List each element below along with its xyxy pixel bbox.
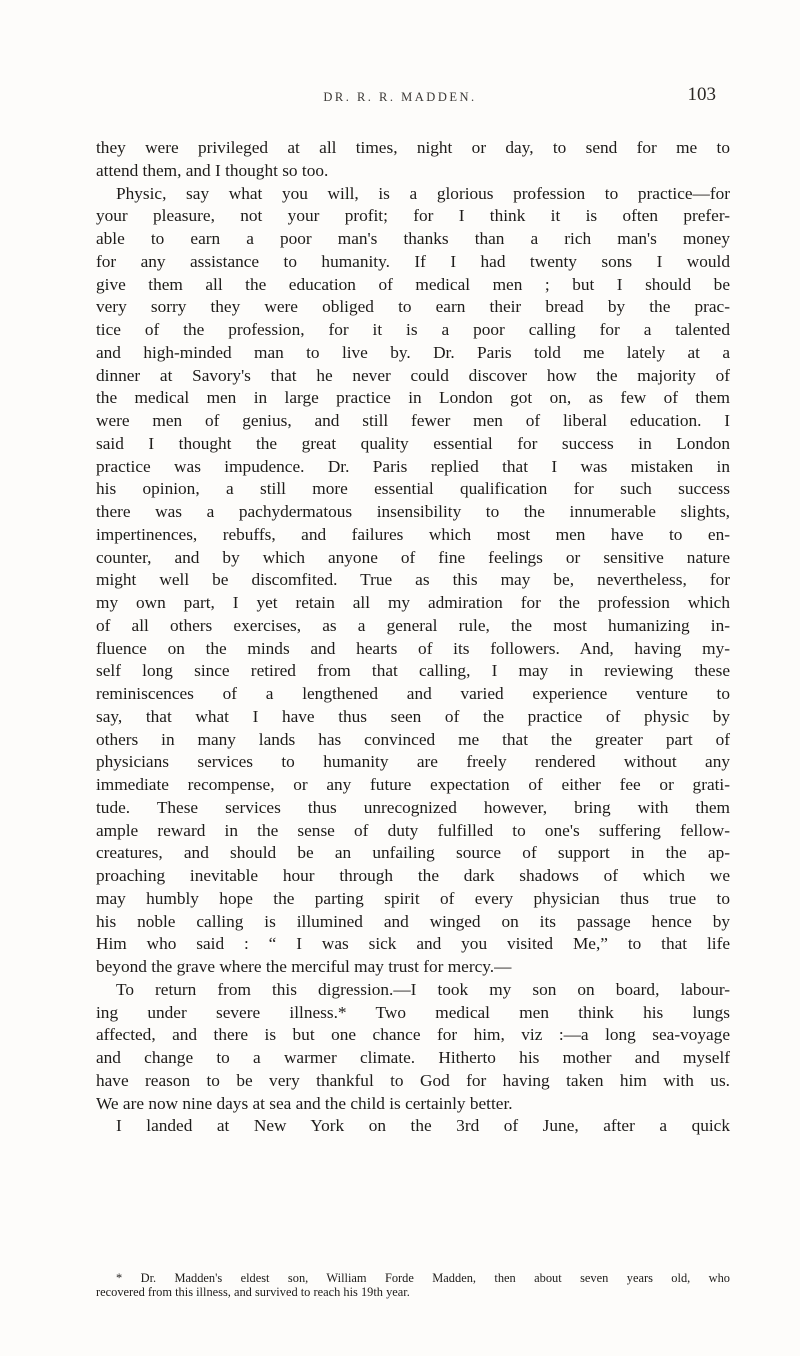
text-line: say, that what I have thus seen of the practice of physic by [96, 706, 730, 726]
text-line: tude. These services thus unrecognized however, bring with them [96, 797, 730, 817]
text-line: your pleasure, not your profit; for I think it is often prefer- [96, 206, 730, 226]
text-line: his noble calling is illumined and winged on its passage hence by [96, 911, 730, 931]
text-line: proaching inevitable hour through the dark shadows of which we [96, 866, 730, 885]
text-line: of all others exercises, as a general rule, the most humanizing in- [96, 615, 730, 635]
text-line: practice was impudence. Dr. Paris replied that I was mistaken in [96, 456, 730, 476]
text-line: the medical men in large practice in London got on, as few of them [96, 388, 730, 408]
text-line: tice of the profession, for it is a poor calling for a talented [96, 320, 730, 339]
text-line: able to earn a poor man's thanks than a rich man's money [96, 229, 730, 248]
text-line: affected, and there is but one chance for him, viz :—a long sea-voyage [96, 1025, 730, 1045]
text-line: self long since retired from that calling, I may in reviewing these [96, 661, 730, 681]
text-line: were men of genius, and still fewer men of liberal education. I [96, 411, 730, 430]
text-line: impertinences, rebuffs, and failures which most men have to en- [96, 524, 730, 544]
text-line: We are now nine days at sea and the child is certainly better. [96, 1093, 513, 1113]
text-line: and high-minded man to live by. Dr. Paris told me lately at a [96, 342, 730, 362]
text-line: Him who said : “ I was sick and you visited Me,” to that life [96, 934, 730, 954]
footnote [96, 1271, 730, 1299]
text-line: they were privileged at all times, night or day, to send for me to [96, 138, 730, 157]
text-line: creatures, and should be an unfailing source of support in the ap- [96, 843, 730, 863]
running-title: DR. R. R. MADDEN. [323, 90, 477, 104]
footnote-line: * Dr. Madden's eldest son, William Forde Madden, then about seven years old, who [116, 1271, 730, 1285]
text-line: fluence on the minds and hearts of its followers. And, having my- [96, 638, 730, 658]
text-line: said I thought the great quality essential for success in London [96, 433, 730, 453]
text-line: physicians services to humanity are freely rendered without any [96, 752, 730, 772]
text-line: reminiscences of a lengthened and varied experience venture to [96, 684, 730, 703]
page-number: 103 [687, 84, 716, 105]
text-line: others in many lands has convinced me that the greater part of [96, 729, 730, 749]
text-line: attend them, and I thought so too. [96, 160, 329, 180]
text-line: and change to a warmer climate. Hitherto his mother and myself [96, 1048, 730, 1067]
text-line: give them all the education of medical men ; but I should be [96, 274, 730, 294]
text-line: ample reward in the sense of duty fulfilled to one's suffering fellow- [96, 820, 730, 840]
text-line: counter, and by which anyone of fine feelings or sensitive nature [96, 547, 730, 567]
text-line: beyond the grave where the merciful may trust for mercy.— [96, 957, 512, 976]
text-line: might well be discomfited. True as this may be, nevertheless, for [96, 570, 730, 590]
running-header [0, 84, 800, 114]
text-line: dinner at Savory's that he never could discover how the majority of [96, 365, 730, 385]
text-line: my own part, I yet retain all my admiration for the profession which [96, 593, 730, 612]
text-line: very sorry they were obliged to earn their bread by the prac- [96, 297, 730, 317]
text-line: To return from this digression.—I took my son on board, labour- [116, 979, 730, 999]
text-line: immediate recompense, or any future expectation of either fee or grati- [96, 775, 730, 794]
text-line: there was a pachydermatous insensibility to the innumerable slights, [96, 502, 730, 521]
main-text [96, 137, 730, 1138]
text-line: may humbly hope the parting spirit of every physician thus true to [96, 888, 730, 908]
text-line: I landed at New York on the 3rd of June, after a quick [116, 1116, 730, 1136]
text-line: his opinion, a still more essential qualification for such success [96, 479, 730, 499]
text-line: for any assistance to humanity. If I had twenty sons I would [96, 251, 730, 271]
text-line: Physic, say what you will, is a glorious profession to practice—for [116, 183, 730, 203]
footnote-line: recovered from this illness, and survived to reach his 19th year. [96, 1285, 410, 1299]
text-line: have reason to be very thankful to God for having taken him with us. [96, 1070, 730, 1090]
text-line: ing under severe illness.* Two medical men think his lungs [96, 1002, 730, 1022]
